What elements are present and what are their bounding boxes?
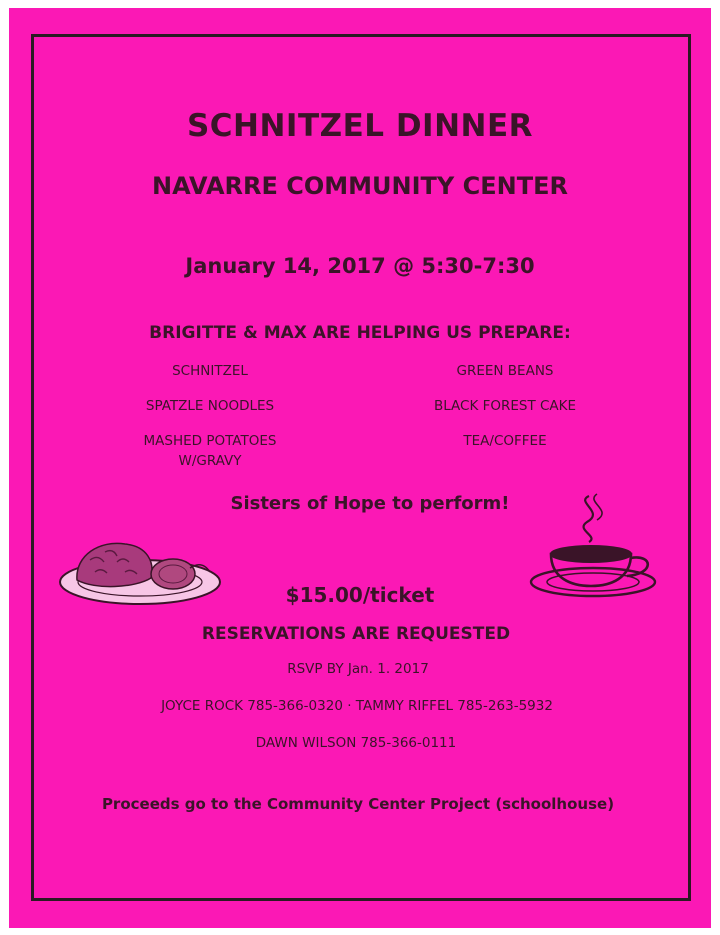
plate-of-food-icon [55,530,225,610]
event-date-time: January 14, 2017 @ 5:30-7:30 [185,254,535,278]
ticket-price: $15.00/ticket [285,583,435,607]
venue-name: NAVARRE COMMUNITY CENTER [152,172,568,200]
rsvp-deadline: RSVP BY Jan. 1. 2017 [287,661,429,677]
menu-item-right: BLACK FOREST CAKE [433,398,577,414]
flyer-border [31,34,691,901]
menu-item-left: MASHED POTATOES W/GRAVY [143,433,277,469]
reservations-note: RESERVATIONS ARE REQUESTED [201,624,511,644]
menu-item-left: SCHNITZEL [172,363,248,379]
menu-item-right: TEA/COFFEE [463,433,547,449]
menu-item-right: GREEN BEANS [456,363,554,379]
contacts-line: JOYCE ROCK 785-366-0320 · TAMMY RIFFEL 785-263-5932 [161,698,553,714]
flyer-page [9,8,711,928]
contacts-line: DAWN WILSON 785-366-0111 [255,735,457,751]
performance-note: Sisters of Hope to perform! [230,493,510,514]
helpers-heading: BRIGITTE & MAX ARE HELPING US PREPARE: [149,323,571,343]
flyer-title: SCHNITZEL DINNER [186,108,534,144]
proceeds-note: Proceeds go to the Community Center Project (schoolhouse) [101,795,615,813]
coffee-cup-icon [527,490,667,600]
menu-item-left: SPATZLE NOODLES [145,398,275,414]
